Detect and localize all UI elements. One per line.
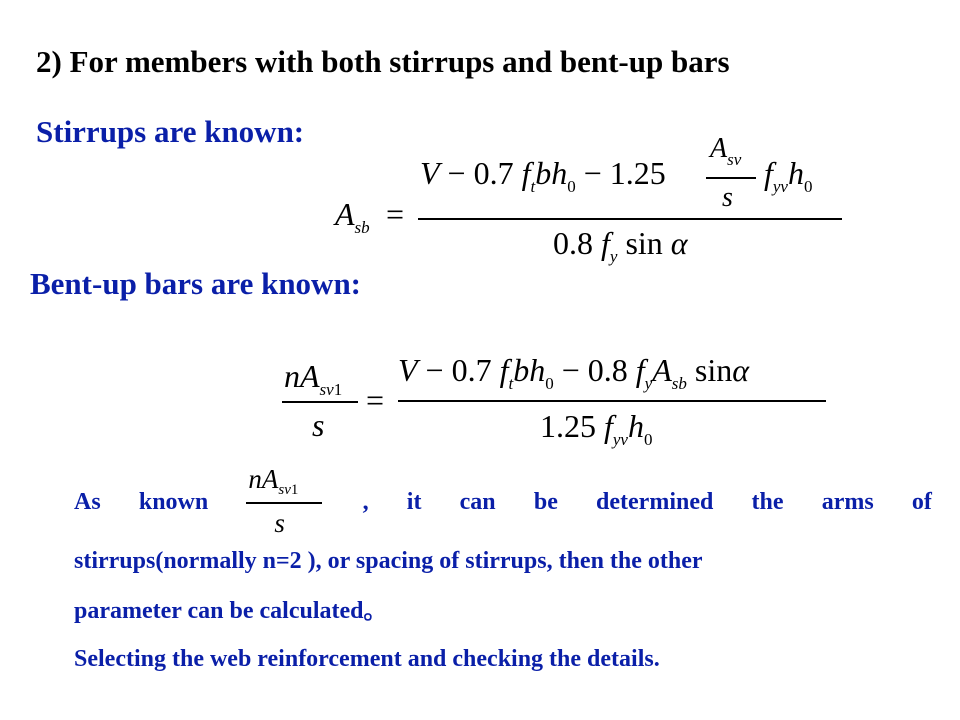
word: known: [138, 488, 209, 515]
page-heading: 2) For members with both stirrups and bent-up bars: [36, 44, 730, 79]
formula-stirrup-ratio: $nA_{sv1}$ s = V − 0.7 $f_tbh_0 - 0.8$ $f_yA_{sb}$ sinα 1.25 $f_{yv}h_0$: [0, 0, 960, 460]
paragraph-line-2: stirrups(normally n=2 ), or spacing of stirrups, then the other: [74, 548, 703, 574]
word: can: [459, 488, 496, 515]
paragraph-selecting-web-reinforcement: Selecting the web reinforcement and checking the details.: [74, 646, 660, 672]
word: arms: [821, 488, 874, 515]
word: of: [911, 488, 932, 515]
word: it: [406, 488, 422, 515]
section-title-stirrups-known: Stirrups are known:: [36, 114, 305, 149]
word: be: [533, 488, 558, 515]
word: As: [74, 488, 101, 515]
word: determined: [596, 488, 714, 515]
paragraph-line-3: parameter can be calculated。: [74, 598, 388, 624]
inline-fraction-nAsv1-over-s: $nA_{sv1}$ s: [246, 462, 324, 542]
section-title-bent-up-bars-known: Bent-up bars are known:: [30, 266, 362, 301]
word: the: [751, 488, 784, 515]
word: ,: [362, 488, 369, 515]
paragraph-line-1: [74, 462, 932, 542]
formula-bent-up-bar-area: $A_{sb}$ = V − 0.7 $f_tbh_0 - 1.25$ $A_{sv}$ s $f_{yv}h_0$ 0.8 $f_y$ sin α: [0, 0, 960, 300]
